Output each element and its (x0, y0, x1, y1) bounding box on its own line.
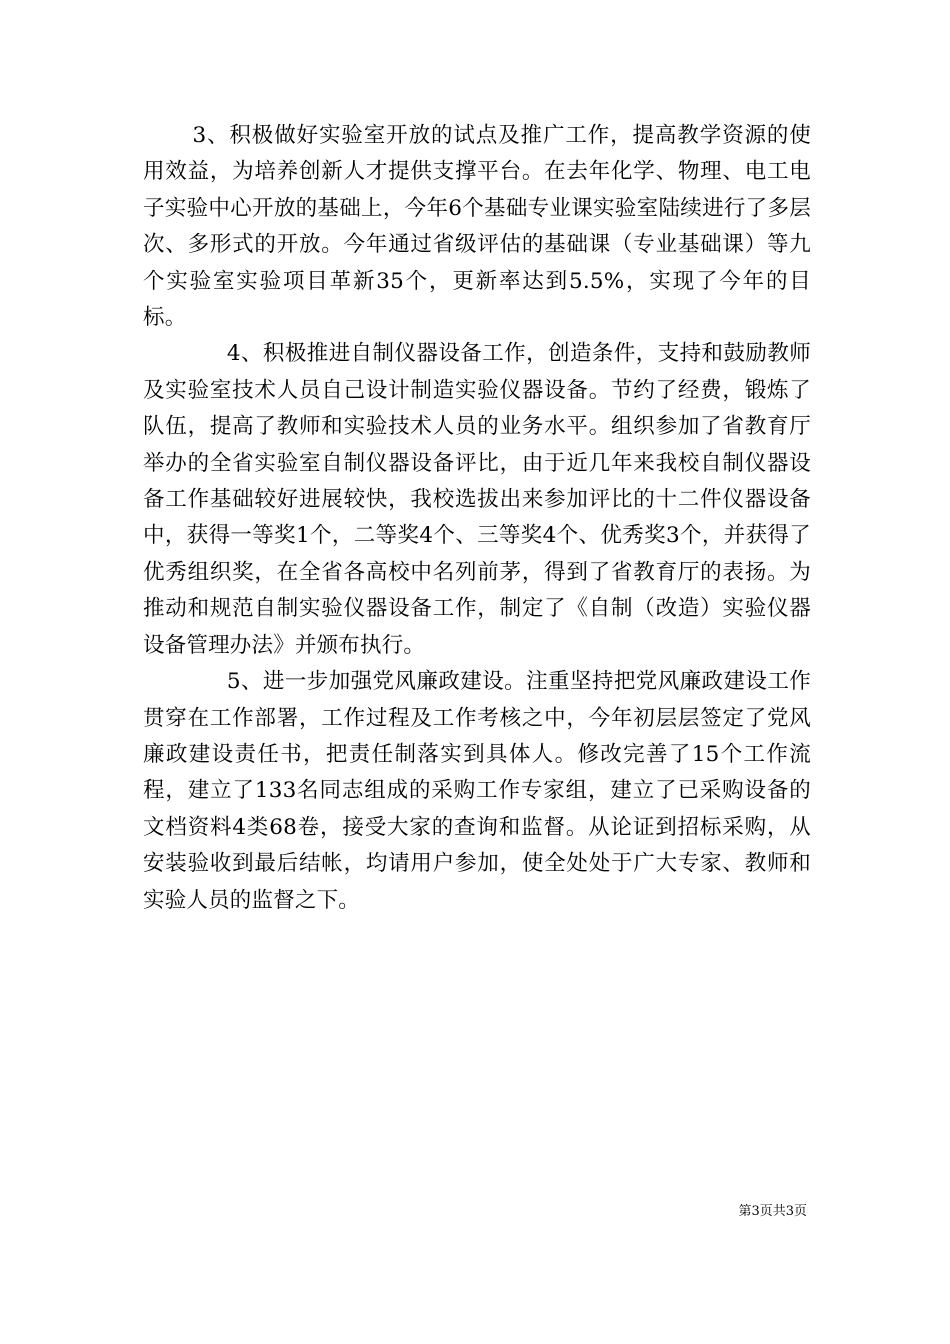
paragraph-integrity-building: 5、进一步加强党风廉政建设。注重坚持把党风廉政建设工作贯穿在工作部署，工作过程及工作考核之中，今年初层层签定了党风廉政建设责任书，把责任制落实到具体人。修改完善了15个工作流程，建立了133名同志组成的采购工作专家组，建立了已采购设备的文档资料4类68卷，接受大家的查询和监督。从论证到招标采购，从安装验收到最后结帐，均请用户参加，使全处处于广大专家、教师和实验人员的监督之下。 (143, 669, 811, 913)
paragraph-lab-opening: 3、积极做好实验室开放的试点及推广工作，提高教学资源的使用效益，为培养创新人才提供支撑平台。在去年化学、物理、电工电子实验中心开放的基础上，今年6个基础专业课实验室陆续进行了多层次、多形式的开放。今年通过省级评估的基础课（专业基础课）等九个实验室实验项目革新35个，更新率达到5.5%，实现了今年的目标。 (143, 123, 811, 331)
document-body (143, 118, 811, 919)
page-number-footer: 第3页共3页 (738, 1204, 807, 1219)
paragraph-self-made-equipment: 4、积极推进自制仪器设备工作，创造条件，支持和鼓励教师及实验室技术人员自己设计制造实验仪器设备。节约了经费，锻炼了队伍，提高了教师和实验技术人员的业务水平。组织参加了省教育厅举办的全省实验室自制仪器设备评比，由于近几年来我校自制仪器设备工作基础较好进展较快，我校选拔出来参加评比的十二件仪器设备中，获得一等奖1个，二等奖4个、三等奖4个、优秀奖3个，并获得了优秀组织奖，在全省各高校中名列前茅，得到了省教育厅的表扬。为推动和规范自制实验仪器设备工作，制定了《自制（改造）实验仪器设备管理办法》并颁布执行。 (143, 341, 811, 658)
